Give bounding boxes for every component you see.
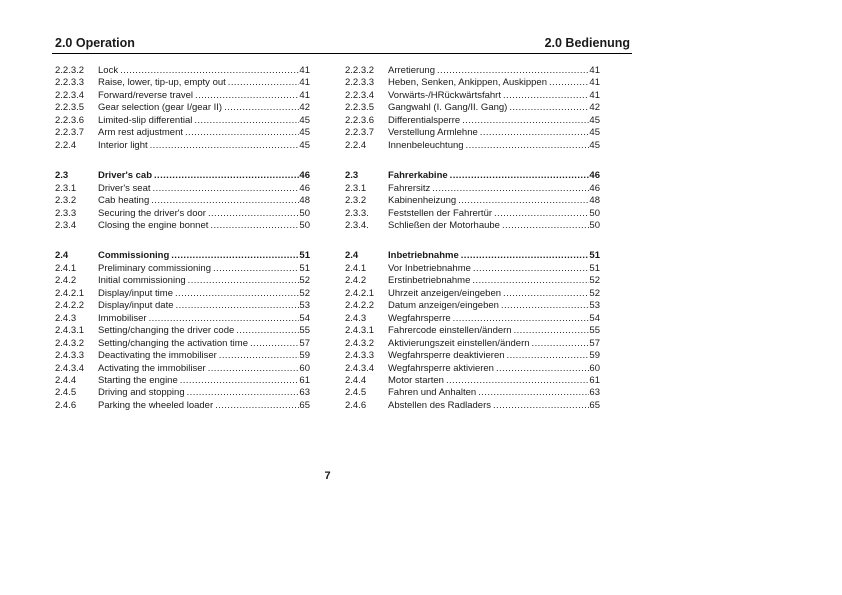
toc-leader-dots (514, 325, 590, 337)
toc-row (345, 140, 600, 152)
toc-entry-title: Fahrerkabine (388, 170, 448, 182)
toc-entry-number: 2.2.3.7 (345, 127, 375, 139)
toc-entry-number: 2.4.3 (345, 312, 367, 324)
toc-entry-page: 65 (589, 399, 600, 411)
toc-row (345, 300, 600, 312)
toc-entry-title: Inbetriebnahme (388, 250, 459, 262)
toc-entry-number: 2.4.3.2 (55, 337, 85, 349)
toc-leader-dots (502, 220, 589, 232)
toc-entry-title: Differentialsperre (388, 114, 461, 126)
toc-row (55, 263, 310, 275)
toc-entry-page: 50 (299, 219, 310, 231)
toc-entry-title: Starting the engine (98, 374, 178, 386)
toc-row (345, 65, 600, 77)
toc-entry-number: 2.4.5 (345, 387, 367, 399)
toc-row (345, 208, 600, 220)
toc-entry-number: 2.4.2 (55, 275, 77, 287)
toc-entry-page: 51 (299, 250, 310, 262)
toc-leader-dots (458, 195, 589, 207)
toc-entry-number: 2.2.3.3 (55, 77, 85, 89)
toc-entry-page: 46 (299, 170, 310, 182)
toc-entry-page: 52 (299, 287, 310, 299)
toc-entry-title: Erstinbetriebnahme (388, 275, 471, 287)
toc-entry-title: Interior light (98, 139, 148, 151)
toc-leader-dots (496, 363, 589, 375)
toc-entry-page: 54 (589, 312, 600, 324)
toc-row (55, 115, 310, 127)
toc-leader-dots (208, 363, 300, 375)
toc-column-english (55, 65, 310, 412)
toc-entry-page: 50 (299, 207, 310, 219)
toc-entry-page: 63 (299, 387, 310, 399)
toc-entry-page: 55 (299, 325, 310, 337)
toc-entry-title: Heben, Senken, Ankippen, Auskippen (388, 77, 547, 89)
toc-row (55, 300, 310, 312)
toc-block (55, 250, 310, 412)
toc-leader-dots (466, 140, 590, 152)
toc-leader-dots (461, 250, 590, 262)
toc-entry-number: 2.2.3.2 (55, 65, 85, 76)
toc-leader-dots (208, 208, 299, 220)
toc-leader-dots (228, 77, 300, 89)
toc-leader-dots (149, 313, 300, 325)
toc-entry-number: 2.3.4. (345, 219, 369, 231)
toc-row (55, 313, 310, 325)
toc-entry-number: 2.2.3.7 (55, 127, 85, 139)
toc-leader-dots (473, 263, 590, 275)
toc-leader-dots (472, 275, 589, 287)
toc-entry-page: 41 (299, 77, 310, 89)
toc-leader-dots (213, 263, 299, 275)
toc-row (345, 275, 600, 287)
toc-entry-title: Parking the wheeled loader (98, 399, 214, 411)
toc-entry-number: 2.2.3.3 (345, 77, 375, 89)
toc-leader-dots (151, 195, 299, 207)
toc-row (345, 250, 600, 262)
toc-row (345, 90, 600, 102)
toc-entry-number: 2.4.3.3 (345, 350, 375, 362)
toc-entry-page: 45 (589, 127, 600, 139)
toc-entry-title: Gangwahl (I. Gang/II. Gang) (388, 102, 508, 114)
toc-entry-page: 51 (589, 262, 600, 274)
toc-leader-dots (180, 375, 300, 387)
toc-row (55, 102, 310, 114)
toc-entry-page: 42 (299, 102, 310, 114)
toc-leader-dots (176, 300, 300, 312)
toc-entry-page: 59 (299, 350, 310, 362)
toc-row (345, 115, 600, 127)
toc-entry-title: Wegfahrsperre deaktivieren (388, 350, 505, 362)
toc-leader-dots (532, 338, 590, 350)
toc-entry-page: 41 (589, 77, 600, 89)
toc-entry-number: 2.4.3.4 (345, 362, 375, 374)
toc-row (55, 140, 310, 152)
toc-entry-page: 45 (589, 114, 600, 126)
toc-entry-number: 2.4.2.1 (55, 287, 85, 299)
toc-entry-title: Lock (98, 65, 119, 76)
toc-entry-title: Abstellen des Radladers (388, 399, 491, 411)
toc-entry-page: 46 (299, 182, 310, 194)
toc-row (55, 387, 310, 399)
toc-entry-title: Driver's cab (98, 170, 153, 182)
toc-leader-dots (250, 338, 299, 350)
toc-leader-dots (150, 140, 300, 152)
toc-row (345, 127, 600, 139)
toc-row (55, 65, 310, 77)
toc-entry-title: Aktivierungszeit einstellen/ändern (388, 337, 530, 349)
toc-entry-page: 46 (589, 170, 600, 182)
toc-row (345, 183, 600, 195)
toc-row (55, 375, 310, 387)
toc-entry-number: 2.2.3.4 (55, 89, 85, 101)
toc-leader-dots (194, 115, 299, 127)
toc-entry-page: 57 (299, 337, 310, 349)
toc-leader-dots (185, 127, 299, 139)
toc-row (55, 338, 310, 350)
toc-entry-page: 59 (589, 350, 600, 362)
toc-leader-dots (236, 325, 299, 337)
toc-entry-title: Feststellen der Fahrertür (388, 207, 493, 219)
toc-leader-dots (480, 127, 590, 139)
toc-row (55, 183, 310, 195)
toc-entry-number: 2.2.3.6 (345, 114, 375, 126)
toc-entry-number: 2.4 (55, 250, 69, 262)
toc-entry-number: 2.4.3.2 (345, 337, 375, 349)
toc-leader-dots (509, 102, 589, 114)
toc-leader-dots (501, 300, 590, 312)
toc-entry-number: 2.2.3.6 (55, 114, 85, 126)
toc-row (55, 220, 310, 232)
toc-entry-page: 54 (299, 312, 310, 324)
toc-entry-page: 52 (589, 287, 600, 299)
toc-entry-title: Setting/changing the activation time (98, 337, 248, 349)
toc-block (55, 170, 310, 232)
toc-row (345, 325, 600, 337)
toc-entry-number: 2.4.3 (55, 312, 77, 324)
toc-entry-page: 60 (589, 362, 600, 374)
toc-entry-title: Activating the immobiliser (98, 362, 206, 374)
toc-entry-number: 2.4.5 (55, 387, 77, 399)
toc-entry-number: 2.4.1 (55, 262, 77, 274)
toc-row (345, 102, 600, 114)
toc-leader-dots (450, 170, 590, 182)
toc-entry-number: 2.2.4 (345, 139, 367, 151)
toc-entry-page: 41 (299, 65, 310, 76)
toc-entry-page: 53 (299, 300, 310, 312)
toc-block (345, 170, 600, 232)
toc-entry-number: 2.2.3.2 (345, 65, 375, 76)
toc-leader-dots (494, 208, 589, 220)
toc-entry-title: Securing the driver's door (98, 207, 206, 219)
toc-row (55, 77, 310, 89)
toc-entry-page: 63 (589, 387, 600, 399)
toc-leader-dots (437, 65, 589, 77)
toc-entry-title: Driver's seat (98, 182, 151, 194)
toc-entry-page: 48 (299, 195, 310, 207)
toc-leader-dots (549, 77, 589, 89)
toc-leader-dots (187, 387, 300, 399)
toc-row (345, 263, 600, 275)
toc-leader-dots (432, 183, 589, 195)
toc-entry-number: 2.4.2.2 (55, 300, 85, 312)
toc-entry-number: 2.3.1 (345, 182, 367, 194)
toc-entry-title: Fahrersitz (388, 182, 431, 194)
toc-entry-title: Vor Inbetriebnahme (388, 262, 471, 274)
toc-entry-number: 2.3.3 (55, 207, 77, 219)
toc-leader-dots (188, 275, 300, 287)
toc-entry-page: 51 (299, 262, 310, 274)
toc-leader-dots (154, 170, 299, 182)
toc-leader-dots (120, 65, 299, 77)
toc-entry-number: 2.4.3.1 (55, 325, 85, 337)
toc-row (55, 325, 310, 337)
toc-entry-page: 52 (589, 275, 600, 287)
toc-row (55, 208, 310, 220)
toc-entry-title: Limited-slip differential (98, 114, 193, 126)
toc-leader-dots (503, 90, 589, 102)
toc-entry-page: 50 (589, 219, 600, 231)
toc-leader-dots (453, 313, 590, 325)
header-title-german: 2.0 Bedienung (544, 36, 630, 50)
toc-entry-number: 2.3.2 (345, 195, 367, 207)
toc-entry-title: Datum anzeigen/eingeben (388, 300, 499, 312)
toc-entry-title: Commissioning (98, 250, 170, 262)
page-number: 7 (324, 470, 331, 482)
toc-entry-number: 2.4.3.4 (55, 362, 85, 374)
toc-entry-title: Fahrercode einstellen/ändern (388, 325, 512, 337)
toc-entry-number: 2.3.1 (55, 182, 77, 194)
toc-entry-title: Raise, lower, tip-up, empty out (98, 77, 226, 89)
toc-row (345, 363, 600, 375)
toc-entry-title: Driving and stopping (98, 387, 185, 399)
toc-entry-title: Forward/reverse travel (98, 89, 194, 101)
toc-entry-number: 2.4.4 (345, 374, 367, 386)
toc-entry-page: 60 (299, 362, 310, 374)
toc-entry-page: 51 (589, 250, 600, 262)
toc-row (345, 350, 600, 362)
toc-entry-page: 42 (589, 102, 600, 114)
toc-leader-dots (462, 115, 589, 127)
toc-row (55, 350, 310, 362)
toc-entry-title: Gear selection (gear I/gear II) (98, 102, 223, 114)
toc-entry-title: Fahren und Anhalten (388, 387, 477, 399)
toc-leader-dots (175, 288, 299, 300)
toc-leader-dots (215, 400, 299, 412)
toc-row (55, 288, 310, 300)
toc-leader-dots (507, 350, 590, 362)
toc-block (345, 65, 600, 152)
toc-leader-dots (478, 387, 589, 399)
toc-row (345, 288, 600, 300)
toc-entry-title: Arm rest adjustment (98, 127, 183, 139)
toc-leader-dots (503, 288, 589, 300)
toc-entry-number: 2.4.2.1 (345, 287, 375, 299)
toc-entry-title: Initial commissioning (98, 275, 186, 287)
toc-row (55, 90, 310, 102)
toc-entry-page: 61 (299, 374, 310, 386)
toc-row (55, 127, 310, 139)
toc-entry-title: Cab heating (98, 195, 150, 207)
toc-entry-page: 50 (589, 207, 600, 219)
toc-row (345, 195, 600, 207)
toc-leader-dots (153, 183, 300, 195)
toc-row (345, 338, 600, 350)
toc-entry-number: 2.2.3.5 (55, 102, 85, 114)
page-header (52, 36, 632, 54)
toc-row (55, 400, 310, 412)
toc-row (55, 170, 310, 182)
toc-entry-title: Arretierung (388, 65, 435, 76)
toc-entry-number: 2.4.3.1 (345, 325, 375, 337)
toc-entry-number: 2.2.4 (55, 139, 77, 151)
toc-row (345, 77, 600, 89)
toc-leader-dots (493, 400, 589, 412)
toc-entry-title: Vorwärts-/HRückwärtsfahrt (388, 89, 501, 101)
toc-entry-number: 2.2.3.4 (345, 89, 375, 101)
toc-row (55, 363, 310, 375)
toc-entry-page: 61 (589, 374, 600, 386)
toc-leader-dots (210, 220, 299, 232)
toc-entry-title: Immobiliser (98, 312, 147, 324)
toc-entry-number: 2.4 (345, 250, 359, 262)
toc-entry-title: Display/input time (98, 287, 173, 299)
toc-entry-title: Motor starten (388, 374, 444, 386)
toc-entry-number: 2.4.3.3 (55, 350, 85, 362)
toc-entry-page: 45 (589, 139, 600, 151)
toc-entry-title: Wegfahrsperre (388, 312, 451, 324)
toc-entry-page: 57 (589, 337, 600, 349)
toc-entry-page: 46 (589, 182, 600, 194)
toc-entry-page: 41 (589, 65, 600, 76)
header-title-english: 2.0 Operation (55, 36, 135, 50)
toc-row (345, 400, 600, 412)
toc-entry-number: 2.3.3. (345, 207, 369, 219)
toc-leader-dots (224, 102, 299, 114)
toc-block (345, 250, 600, 412)
toc-entry-number: 2.4.2.2 (345, 300, 375, 312)
toc-row (345, 375, 600, 387)
toc-entry-page: 41 (299, 89, 310, 101)
toc-entry-title: Wegfahrsperre aktivieren (388, 362, 494, 374)
toc-row (55, 275, 310, 287)
toc-block (55, 65, 310, 152)
toc-entry-title: Preliminary commissioning (98, 262, 211, 274)
toc-entry-title: Verstellung Armlehne (388, 127, 478, 139)
toc-row (55, 250, 310, 262)
toc-row (345, 313, 600, 325)
toc-row (345, 170, 600, 182)
toc-row (345, 220, 600, 232)
toc-entry-title: Display/input date (98, 300, 174, 312)
toc-entry-number: 2.2.3.5 (345, 102, 375, 114)
toc-entry-page: 65 (299, 399, 310, 411)
toc-entry-page: 45 (299, 114, 310, 126)
toc-entry-number: 2.3 (345, 170, 359, 182)
toc-entry-number: 2.4.1 (345, 262, 367, 274)
toc-entry-number: 2.3.2 (55, 195, 77, 207)
page-footer (55, 470, 600, 482)
toc-entry-page: 45 (299, 139, 310, 151)
toc-entry-title: Innenbeleuchtung (388, 139, 464, 151)
toc-entry-page: 55 (589, 325, 600, 337)
toc-entry-number: 2.4.2 (345, 275, 367, 287)
toc-entry-page: 41 (589, 89, 600, 101)
toc-row (55, 195, 310, 207)
toc-entry-page: 52 (299, 275, 310, 287)
toc-entry-title: Closing the engine bonnet (98, 219, 209, 231)
toc-leader-dots (219, 350, 300, 362)
toc-entry-number: 2.3.4 (55, 219, 77, 231)
toc-entry-title: Kabinenheizung (388, 195, 457, 207)
toc-columns (55, 65, 600, 412)
toc-entry-number: 2.4.6 (55, 399, 77, 411)
toc-entry-title: Schließen der Motorhaube (388, 219, 500, 231)
toc-entry-title: Setting/changing the driver code (98, 325, 235, 337)
toc-row (345, 387, 600, 399)
toc-entry-number: 2.4.6 (345, 399, 367, 411)
toc-entry-title: Deactivating the immobiliser (98, 350, 217, 362)
toc-column-german (345, 65, 600, 412)
toc-leader-dots (446, 375, 589, 387)
toc-entry-number: 2.4.4 (55, 374, 77, 386)
toc-entry-number: 2.3 (55, 170, 69, 182)
toc-entry-page: 48 (589, 195, 600, 207)
toc-entry-page: 45 (299, 127, 310, 139)
toc-leader-dots (195, 90, 299, 102)
toc-entry-page: 53 (589, 300, 600, 312)
toc-leader-dots (171, 250, 299, 262)
toc-entry-title: Uhrzeit anzeigen/eingeben (388, 287, 502, 299)
